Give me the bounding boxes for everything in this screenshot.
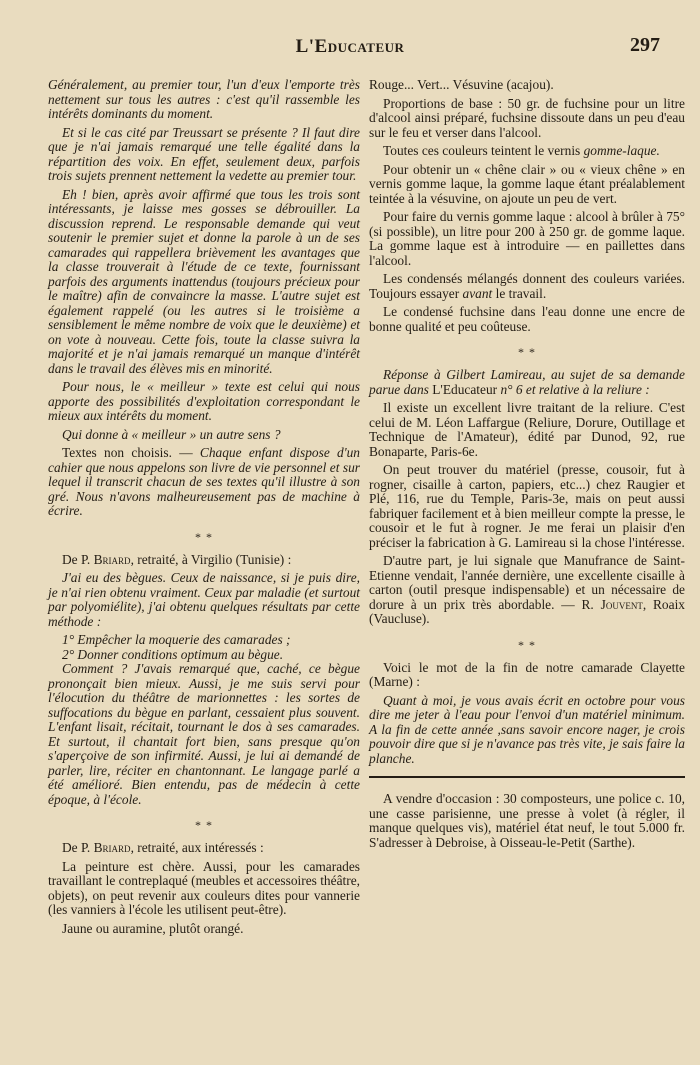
paragraph: Proportions de base : 50 gr. de fuchsine pour un litre d'alcool ainsi préparé, fuchsine dissoute dans un peu d'eau sur le feu et verser dans l'alcool. xyxy=(369,95,685,140)
left-column xyxy=(48,78,360,940)
right-column xyxy=(369,78,685,854)
section-separator: * * xyxy=(518,345,536,359)
text: , Roaix (Vaucluse). xyxy=(369,596,685,626)
paragraph: Voici le mot de la fin de notre camarade Clayette (Marne) : xyxy=(369,659,685,689)
paragraph xyxy=(369,272,685,301)
paragraph xyxy=(48,446,360,519)
text: le travail. xyxy=(492,285,547,301)
page-number: 297 xyxy=(630,34,660,56)
text-italic: gomme-laque. xyxy=(583,143,660,158)
text: Réponse à Gilbert Lamireau, au sujet de sa demande parue dans xyxy=(369,367,685,397)
paragraph: Eh ! bien, après avoir affirmé que tous les trois sont intéressants, je laisse mes gosses se débrouiller. La discussion reprend. Le responsable demande qui veut soutenir le premier sujet et donne la parole à un de ses camarades qui rappellera brièvement les avantages que la classe trouverait à l'étude de ce texte, fournissant parfois des arguments inattendus (toujours précieux pour le maître) afin de convaincre la masse. L'autre sujet est également rappelé (ou les autres si le troisième a sensiblement le même nombre de voix que le deuxième) et on vote à nouveau. Cette fois, toute la classe suivra la majorité et je n'ai jamais remarqué un manque d'intérêt dans le travail des élèves mis en minorité. xyxy=(48,186,360,376)
section-lead: Textes non choisis. — xyxy=(62,445,200,460)
text: Les condensés mélangés donnent des couleurs variées. Toujours essayer xyxy=(369,271,685,301)
text-italic: avant xyxy=(462,285,493,301)
letter-intro xyxy=(48,841,360,856)
ad-text: A vendre d'occasion : 30 composteurs, une police c. 10, une casse parisienne, une presse à volet (à régler, il manque quelques vis), matériel état neuf, le tout 5.000 fr. S'adresser à Debroise, à Oisseau-le-Petit (Sarthe). xyxy=(369,791,685,850)
quote: Quant à moi, je vous avais écrit en octobre pour vous dire me jeter à l'eau pour l'envoi d'un matériel minimum. A la fin de cette année ,sans savoir encore nager, je crois pouvoir dire que si je n'avance pas très vite, je sais faire la planche. xyxy=(369,692,685,766)
paragraph: La peinture est chère. Aussi, pour les camarades travaillant le contreplaqué (meubles et accessoires théâtre, objets), on peut revenir aux couleurs dites pour vannerie (les vanniers à l'école les utilisent peut-être). xyxy=(48,858,360,917)
paragraph: Pour faire du vernis gomme laque : alcool à brûler à 75° (si possible), un litre pour 200 à 250 gr. de gomme laque. La gomme laque est à introduire — en paillettes dans l'alcool. xyxy=(369,209,685,268)
text: D'autre part, je lui signale que Manufrance de Saint-Etienne vendait, l'année dernière, une excellente cisaille à carton (outil presque indispensable) et un nécessaire de dorure à un prix très abordable. — R. xyxy=(369,553,685,612)
paragraph: Pour nous, le « meilleur » texte est celui qui nous apporte des possibilités d'exploitation correspondant le mieux aux intérêts du moment. xyxy=(48,379,360,423)
paragraph: Jaune ou auramine, plutôt orangé. xyxy=(62,920,244,936)
page-header xyxy=(0,32,700,60)
classified-ad xyxy=(369,776,685,850)
intro-text: , retraité, aux intéressés : xyxy=(130,840,264,855)
section-separator: * * xyxy=(518,637,536,652)
paragraph: Qui donne à « meilleur » un autre sens ? xyxy=(62,426,281,442)
letter-intro xyxy=(48,553,360,568)
section-separator: * * xyxy=(195,529,213,544)
paragraph: Comment ? J'avais remarqué que, caché, ce bègue prononçait bien mieux. Aussi, je me suis servi pour l'élocution du théâtre de marionnettes : les sortes de suffocations du bègue en parlant, cessaient plus souvent. L'enfant lisait, récitait, tournant le dos à ses camarades. Et surtout, il chantait fort bien, sans presque qu'on s'aperçoive de son infirmité. Aussi, je lui ai demandé de parler, lire, réciter en chantonnant. Le langage parlé a été amélioré. Bien entendu, pas de médecin à cette époque, à l'école. xyxy=(48,661,360,807)
paragraph: Généralement, au premier tour, l'un d'eux l'emporte très nettement sur tous les autres : c'est qu'il rassemble les intérêts dominants du moment. xyxy=(48,77,360,121)
journal-title: L'Educateur xyxy=(295,36,405,57)
paragraph: Rouge... Vert... Vésuvine (acajou). xyxy=(369,77,554,92)
paragraph: Il existe un excellent livre traitant de la reliure. C'est celui de M. Léon Laffargue (Reliure, Dorure, Outillage et Technique de l'Amateur), édité par Dunod, 92, rue Bonaparte, Paris-6e. xyxy=(369,400,685,459)
journal-name: L'Educateur xyxy=(432,381,498,397)
author-name: Jouvent xyxy=(600,596,643,612)
paragraph: Le condensé fuchsine dans l'eau donne une encre de bonne qualité et peu coûteuse. xyxy=(369,304,685,334)
list-item: 1° Empêcher la moquerie des camarades ; xyxy=(62,632,291,647)
paragraph: On peut trouver du matériel (presse, cousoir, fut à rogner, cisaille à carton, papiers, etc...) chez Raugier et Plé, 116, rue du Temple, Paris-3e, mais on peut aussi fabriquer facilement et à bien meilleur compte la presse, le cousoir et le fut à rogner. Je me ferai un plaisir d'en préciser la fabrication à G. Lamireau si la chose l'intéresse. xyxy=(369,462,685,550)
list-item: 2° Donner conditions optimum au bègue. xyxy=(62,646,284,662)
text: Toutes ces couleurs teintent le vernis xyxy=(383,143,584,158)
intro-text: De P. xyxy=(62,551,94,567)
section-text: Chaque enfant dispose d'un cahier que nous appelons son livre de vie personnel et sur lequel il transcrit chacun de ses textes qu'il illustre à son gré. Nous n'avons malheureusement pas de machine à écrire. xyxy=(48,445,360,518)
paragraph xyxy=(369,554,685,627)
author-name: Briard xyxy=(93,840,131,855)
paragraph: J'ai eu des bègues. Ceux de naissance, si je puis dire, je n'ai rien obtenu vraiment. Ceux par maladie (et surtout par polyomiélite), j'ai obtenu quelques résultats par cette méthode : xyxy=(48,570,360,629)
paragraph: Pour obtenir un « chêne clair » ou « vieux chêne » en vernis gomme laque, la gomme laque étant préalablement teintée à la vésuvine, on ajoute un peu de vert. xyxy=(369,161,685,206)
author-name: Briard xyxy=(93,551,131,567)
answer-heading xyxy=(369,368,685,397)
paragraph xyxy=(369,144,685,159)
intro-text: De P. xyxy=(62,840,94,855)
paragraph: Et si le cas cité par Treussart se présente ? Il faut dire que je n'ai jamais remarqué une telle égalité dans la répartition des voix. En effet, seulement deux, parfois trois sujets prennent nettement la vedette au premier tour. xyxy=(48,124,360,183)
text: n° 6 et relative à la reliure : xyxy=(497,381,650,397)
section-separator: * * xyxy=(195,818,213,832)
intro-text: , retraité, à Virgilio (Tunisie) : xyxy=(130,551,292,567)
